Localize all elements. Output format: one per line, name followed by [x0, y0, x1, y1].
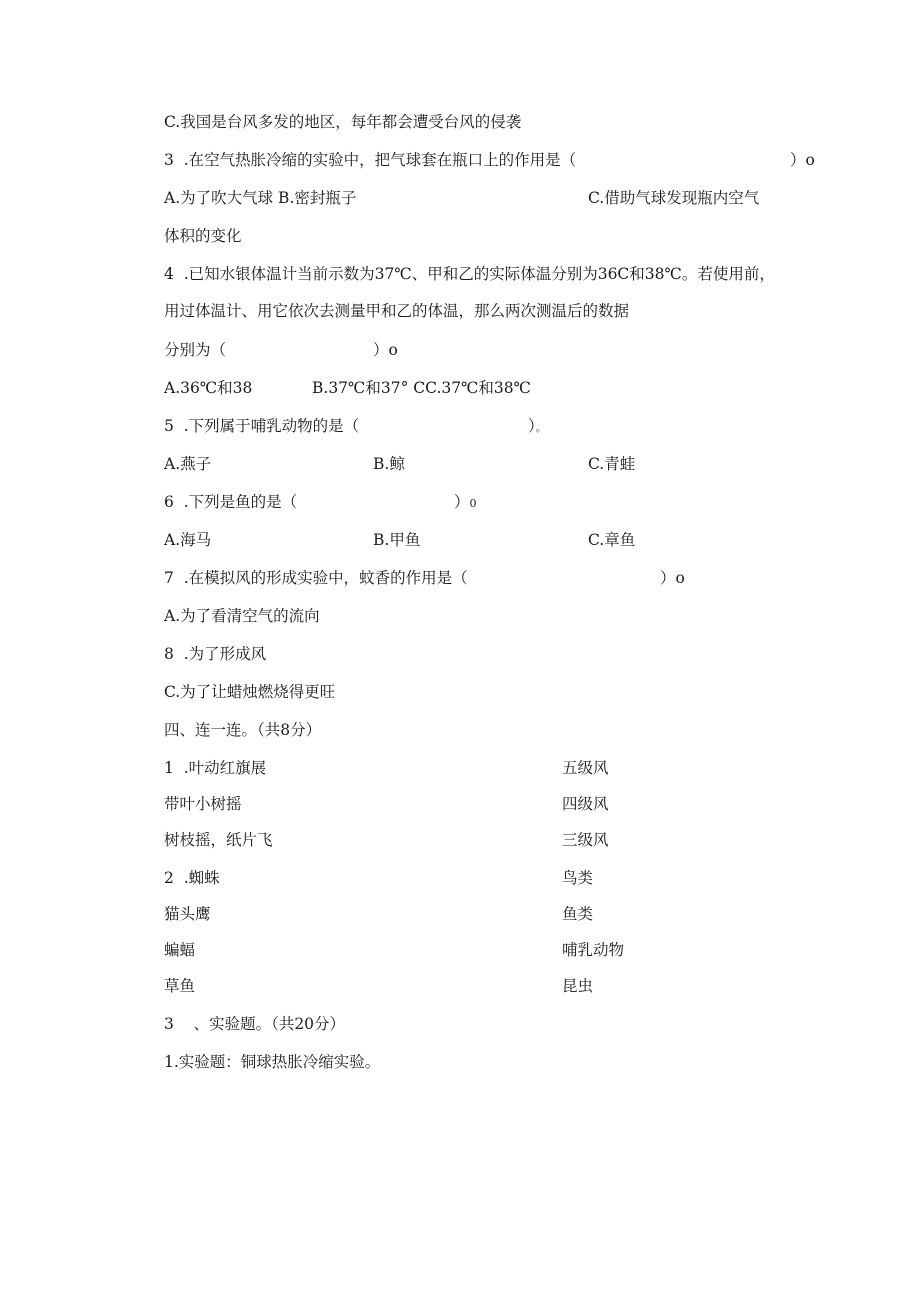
- match1-left-3: 树枝摇，纸片飞: [164, 831, 273, 849]
- question-5: 5 .下列属于哺乳动物的是（: [164, 417, 360, 435]
- q7-option-a: A.为了看清空气的流向: [164, 607, 320, 625]
- question-6-paren: ）: [454, 493, 470, 511]
- question-5-paren: ）: [528, 417, 536, 435]
- experiment-1: 1.实验题：铜球热胀冷缩实验。: [164, 1053, 381, 1071]
- question-5-mark: 。: [535, 421, 547, 434]
- q6-option-a: A.海马: [164, 531, 212, 549]
- match2-right-3: 哺乳动物: [562, 941, 625, 959]
- match1-right-2: 四级风: [562, 795, 609, 813]
- match2-right-1: 鸟类: [562, 869, 594, 887]
- match2-left-3: 蝙蝠: [164, 941, 196, 959]
- question-3-end: ）o: [790, 151, 815, 169]
- match2-left-2: 猫头鹰: [164, 905, 211, 923]
- match1-left-2: 带叶小树摇: [164, 795, 242, 813]
- question-7-end: ）o: [660, 569, 685, 587]
- q4-options-bc: B.37℃和37° CC.37℃和38℃: [312, 379, 531, 397]
- section-4-heading: 四、连一连。（共8分）: [164, 721, 322, 739]
- question-4: 4 .已知水银体温计当前示数为37℃、甲和乙的实际体温分别为36C和38℃。若使用前，: [164, 265, 775, 283]
- q3-option-c: C.借助气球发现瓶内空气: [588, 189, 760, 207]
- question-6-end: [454, 492, 477, 514]
- section-5-heading: 3 、实验题。（共20分）: [164, 1015, 346, 1033]
- match2-left-1: 2 .蜘蛛: [164, 869, 220, 887]
- q5-option-b: B.鲸: [373, 455, 405, 473]
- q6-option-c: C.章鱼: [588, 531, 636, 549]
- q5-option-c: C.青蛙: [588, 455, 636, 473]
- question-8: 8 .为了形成风: [164, 645, 267, 663]
- match2-left-4: 草鱼: [164, 977, 196, 995]
- question-3: 3 .在空气热胀冷缩的实验中，把气球套在瓶口上的作用是（: [164, 151, 577, 169]
- question-4-end: ）o: [373, 341, 398, 359]
- q4-option-a: A.36℃和38: [164, 379, 253, 397]
- question-6: 6 .下列是鱼的是（: [164, 493, 298, 511]
- q5-option-a: A.燕子: [164, 455, 212, 473]
- question-6-mark: 0: [469, 497, 477, 510]
- q3-option-c-cont: 体积的变化: [164, 227, 242, 245]
- question-5-end: [528, 416, 547, 438]
- q8-option-c: C.为了让蜡烛燃烧得更旺: [164, 683, 336, 701]
- match1-right-3: 三级风: [562, 831, 609, 849]
- match1-left-1: 1 .叶动红旗展: [164, 759, 267, 777]
- question-4-line2: 用过体温计、用它依次去测量甲和乙的体温，那么两次测温后的数据: [164, 302, 630, 320]
- q3-options-ab: A.为了吹大气球 B.密封瓶子: [164, 189, 357, 207]
- question-4-line3: 分别为（: [164, 341, 227, 359]
- question-7: 7 .在模拟风的形成实验中，蚊香的作用是（: [164, 569, 468, 587]
- match2-right-4: 昆虫: [562, 977, 594, 995]
- q2-option-c: C.我国是台风多发的地区，每年都会遭受台风的侵袭: [164, 113, 522, 131]
- match2-right-2: 鱼类: [562, 905, 594, 923]
- match1-right-1: 五级风: [562, 759, 609, 777]
- q6-option-b: B.甲鱼: [373, 531, 421, 549]
